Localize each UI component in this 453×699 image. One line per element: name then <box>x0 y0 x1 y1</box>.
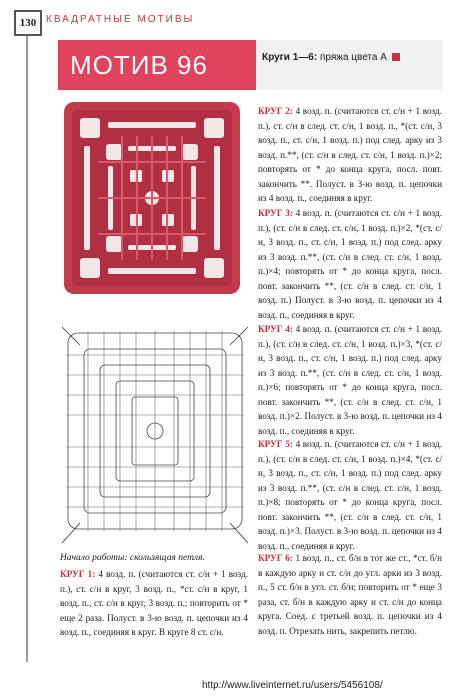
round-label: КРУГ 4: <box>258 324 293 334</box>
motif-photo <box>62 100 242 296</box>
yarn-band <box>256 40 442 90</box>
crochet-diagram <box>60 325 250 545</box>
circles-label: Круги 1—6: <box>262 52 318 63</box>
round-4 <box>258 322 442 438</box>
section-title: КВАДРАТНЫЕ МОТИВЫ <box>46 14 195 25</box>
round-6 <box>258 551 442 638</box>
round-3 <box>258 206 442 322</box>
round-label: КРУГ 6: <box>258 553 293 563</box>
round-1 <box>60 567 248 640</box>
round-text: 4 возд. п. (считаются ст. с/н + 1 возд. п.), (ст. с/н в след. ст. с/н, 1 возд. п.)×2, *(ст. с/н, 3 возд. п., ст. с/н, 1 возд. п.) под след. арку из 3 возд. п.**, (ст. с/н в след. ст. с/н, 1 возд. п.)×4; повторять от * до конца круга, посл. повт. закончить **, (ст. с/н в след. ст. с/н, 1 возд. п.) Полуст. в 3-ю возд. п. цепочки из 4 возд. п., соединяя в круг. <box>258 208 442 320</box>
motif-title: МОТИВ 96 <box>70 50 208 80</box>
round-2 <box>258 104 442 206</box>
page-number: 130 <box>14 10 42 36</box>
round-label: КРУГ 2: <box>258 106 293 116</box>
start-instruction: Начало работы: скользящая петля. <box>60 553 205 563</box>
footer-url: http://www.liveinternet.ru/users/5456108/ <box>202 680 383 691</box>
round-text: 4 возд. п. (считаются ст. с/н + 1 возд. п.), ст. с/н в круг, 3 возд. п., *ст. с/н в круг, 1 возд. п., ст. с/н в круг, 3 возд. п.; повторить от * еще 2 раза. Полуст. в 3-ю возд. п. цепочки из 4 возд. п., соединяя в круг. В круге 8 ст. с/н. <box>60 569 248 637</box>
round-label: КРУГ 1: <box>60 569 96 579</box>
round-5 <box>258 437 442 553</box>
yarn-info <box>262 52 400 63</box>
yarn-text: пряжа цвета А <box>319 52 387 63</box>
round-label: КРУГ 3: <box>258 208 293 218</box>
round-text: 4 возд. п. (считаются ст. с/н + 1 возд. п.), (ст. с/н в след. ст. с/н, 1 возд. п.)×4, *(ст. с/н, 3 возд. п., ст. с/н, 1 возд. п.) под след. арку из 3 возд. п.**, (ст. с/н в след. ст. с/н, 1 возд. п.)×8; повторять от * до конца круга, посл. повт. закончить **, (ст. с/н в след. ст. с/н, 1 возд. п.)×3. Полуст. в 3-ю возд. п. цепочки из 4 возд. п., соединяя в круг. <box>258 439 442 551</box>
round-text: 1 возд. п., ст. б/н в тот же ст., *ст. б/н в каждую арку и ст. с/н до угл. арки из 3 возд. п., 5 ст. б/н в угл. ст. б/н; повторить от * еще 3 раза, ст. б/н в каждую арку и ст. с/н до конца круга. Соед. с третьей возд. п. цепочки из 4 возд. п. Отрезать нить, закрепить петлю. <box>258 553 442 636</box>
margin-rule <box>26 32 28 662</box>
yarn-color-swatch <box>392 53 400 61</box>
round-text: 4 возд. п. (считаются ст. с/н + 1 возд. п.), ст. с/н в след. ст. с/н, 1 возд. п., *(ст. с/н, 3 возд. п., ст. с/н, 1 возд. п.) под след. арку из 3 возд. п.**, (ст. с/н в след. ст. с/н, 1 возд. п.)×2; повторять от * до конца круга, посл. повт. закончить **. Полуст. в 3-ю возд. п. цепочки из 4 возд. п., соединяя в круг. <box>258 106 442 203</box>
round-text: 4 возд. п. (считаются ст. с/н + 1 возд. п.), (ст. с/н в след. ст. с/н, 1 возд. п.)×3, *(ст. с/н, 3 возд. п., ст. с/н, 1 возд. п.) под след. арку из 3 возд. п.**, (ст. с/н в след. ст. с/н, 1 возд. п.)×6; повторять от * до конца круга, посл. повт. закончить **, (ст. с/н в след. ст. с/н, 1 возд. п.)×2. Полуст. в 3-ю возд. п. цепочки из 4 возд. п., соединяя в круг. <box>258 324 442 436</box>
round-label: КРУГ 5: <box>258 439 293 449</box>
